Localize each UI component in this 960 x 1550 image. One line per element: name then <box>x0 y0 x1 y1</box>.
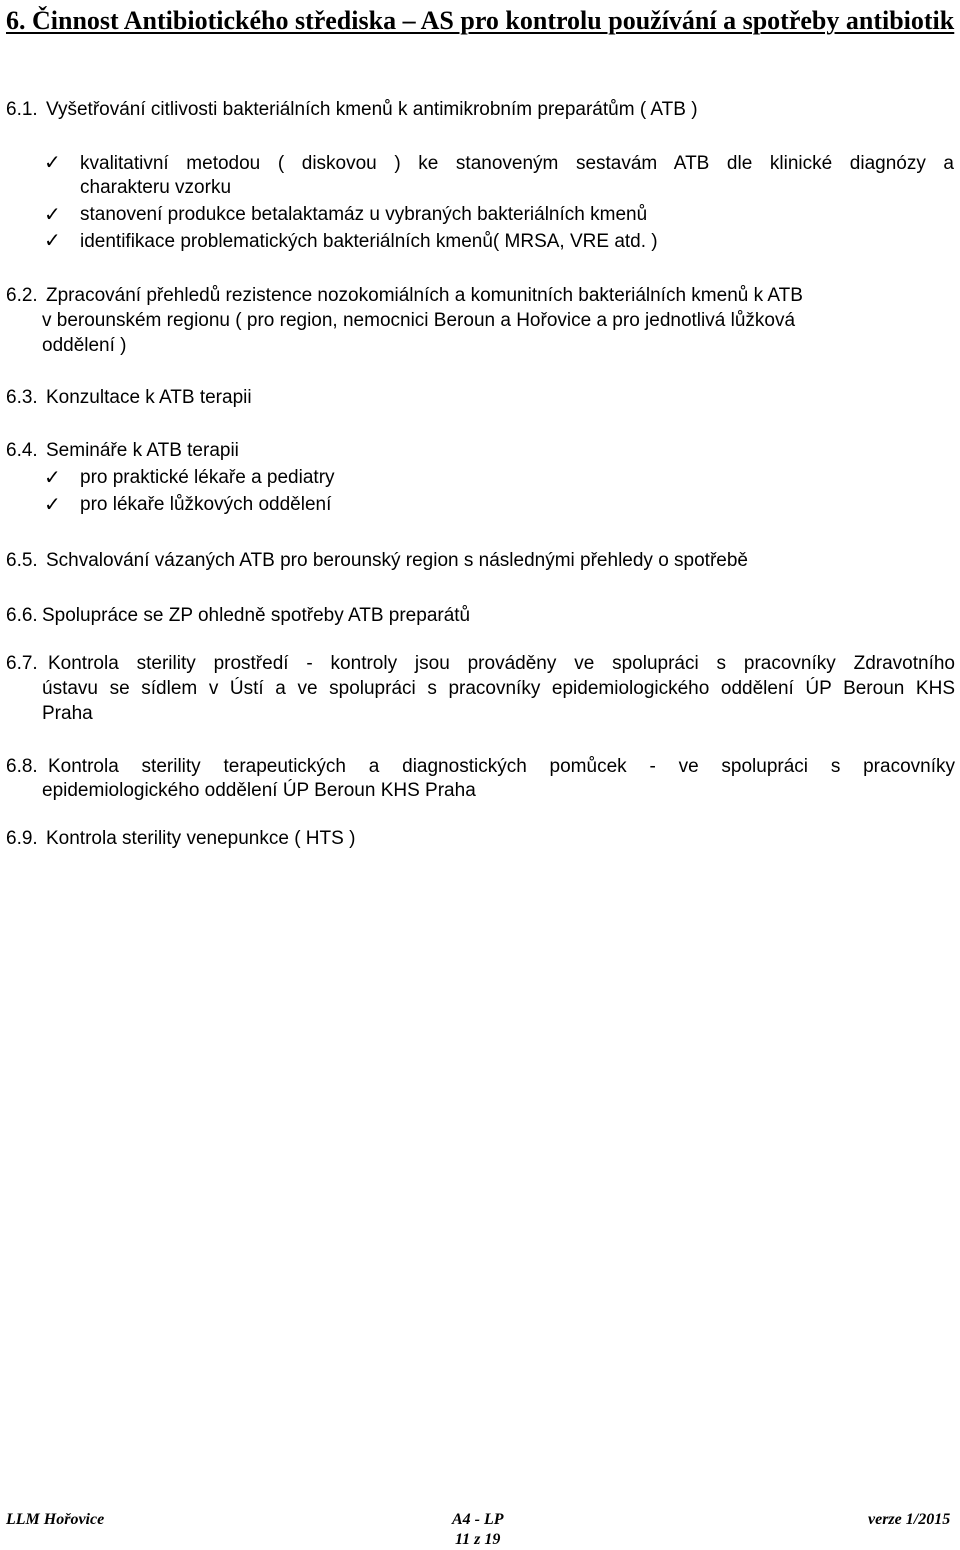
checkmark-icon: ✓ <box>44 202 61 226</box>
section-6-8-line-1: Kontrola sterility terapeutických a diagnostických pomůcek - ve spolupráci s pracovníky <box>48 756 955 777</box>
section-6-2-line-2: v berounském regionu ( pro region, nemocnici Beroun a Hořovice a pro jednotlivá lůžková <box>42 310 796 331</box>
section-6-2-number: 6.2. <box>6 285 38 306</box>
section-6-1-item-1-line-1: kvalitativní metodou ( diskovou ) ke stanoveným sestavám ATB dle klinické diagnózy a <box>80 153 954 174</box>
section-6-7-number: 6.7. <box>6 653 38 674</box>
section-6-2-line-3: oddělení ) <box>42 335 127 356</box>
section-6-8-line-2: epidemiologického oddělení ÚP Beroun KHS Praha <box>42 780 476 801</box>
section-6-6-title: Spolupráce se ZP ohledně spotřeby ATB preparátů <box>42 605 471 626</box>
footer-document-code: A4 - LP <box>452 1511 504 1528</box>
section-6-7-line-1: Kontrola sterility prostředí - kontroly jsou prováděny ve spolupráci s pracovníky Zdravotního <box>48 653 955 674</box>
section-6-1-item-3: identifikace problematických bakteriálních kmenů( MRSA, VRE atd. ) <box>80 231 658 252</box>
section-6-1-title: Vyšetřování citlivosti bakteriálních kmenů k antimikrobním preparátům ( ATB ) <box>46 99 698 120</box>
section-6-3-number: 6.3. <box>6 387 38 408</box>
footer-page-number: 11 z 19 <box>455 1531 501 1548</box>
page-title: 6. Činnost Antibiotického střediska – AS pro kontrolu používání a spotřeby antibiotik <box>6 6 955 35</box>
section-6-4-item-2: pro lékaře lůžkových oddělení <box>80 494 332 515</box>
checkmark-icon: ✓ <box>44 465 61 489</box>
section-6-9-title: Kontrola sterility venepunkce ( HTS ) <box>46 828 356 849</box>
section-6-3-title: Konzultace k ATB terapii <box>46 387 252 408</box>
section-6-4-number: 6.4. <box>6 440 38 461</box>
section-6-4-item-1: pro praktické lékaře a pediatry <box>80 467 335 488</box>
footer-organization: LLM Hořovice <box>6 1511 105 1528</box>
section-6-9-number: 6.9. <box>6 828 38 849</box>
section-6-2-line-1: Zpracování přehledů rezistence nozokomiálních a komunitních bakteriálních kmenů k ATB <box>46 285 803 306</box>
section-6-5-number: 6.5. <box>6 550 38 571</box>
section-6-7-line-3: Praha <box>42 703 93 724</box>
section-6-6-number: 6.6. <box>6 605 38 626</box>
section-6-4-title: Semináře k ATB terapii <box>46 440 239 461</box>
checkmark-icon: ✓ <box>44 228 61 252</box>
section-6-8-number: 6.8. <box>6 756 38 777</box>
section-6-1-item-1-line-2: charakteru vzorku <box>80 177 232 198</box>
section-6-1-number: 6.1. <box>6 99 38 120</box>
section-6-5-title: Schvalování vázaných ATB pro berounský region s následnými přehledy o spotřebě <box>46 550 748 571</box>
checkmark-icon: ✓ <box>44 150 61 174</box>
section-6-7-line-2: ústavu se sídlem v Ústí a ve spolupráci s pracovníky epidemiologického oddělení ÚP Beroun KHS <box>42 678 955 699</box>
section-6-1-item-2: stanovení produkce betalaktamáz u vybraných bakteriálních kmenů <box>80 204 648 225</box>
checkmark-icon: ✓ <box>44 492 61 516</box>
footer-version: verze 1/2015 <box>868 1511 951 1528</box>
